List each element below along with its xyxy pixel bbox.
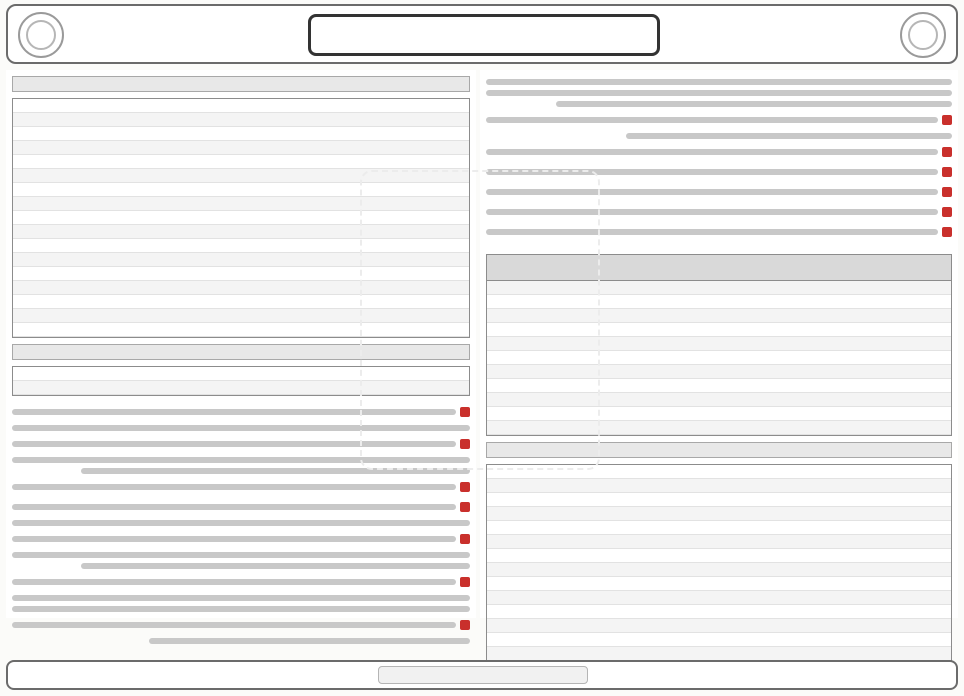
table-row	[487, 479, 951, 493]
table-row	[487, 407, 951, 421]
table-row	[13, 281, 469, 295]
table-row	[487, 337, 951, 351]
table-row	[487, 577, 951, 591]
section-bar	[12, 344, 470, 360]
item-number-icon	[942, 227, 952, 237]
table-row	[13, 197, 469, 211]
table-row	[13, 127, 469, 141]
item-number-icon	[460, 407, 470, 417]
item-number-icon	[942, 187, 952, 197]
item-number-icon	[460, 482, 470, 492]
notice-footer	[6, 660, 958, 690]
table-row	[13, 323, 469, 337]
notice-title	[308, 14, 660, 56]
item-number-icon	[460, 577, 470, 587]
table-row	[13, 169, 469, 183]
table-row	[487, 647, 951, 661]
table-row	[487, 493, 951, 507]
table-row	[487, 633, 951, 647]
item-number-icon	[460, 439, 470, 449]
table-row	[487, 591, 951, 605]
item-number-icon	[942, 115, 952, 125]
table-row	[487, 351, 951, 365]
table-row	[13, 239, 469, 253]
table-row	[13, 381, 469, 395]
signatory-name	[378, 666, 588, 684]
table-row	[487, 549, 951, 563]
table-row	[487, 605, 951, 619]
table-row	[13, 99, 469, 113]
table-row	[487, 535, 951, 549]
table-header	[487, 255, 951, 281]
municipality-logo-icon	[900, 12, 946, 58]
table-row	[487, 421, 951, 435]
item-number-icon	[942, 147, 952, 157]
table-row	[13, 367, 469, 381]
table-row	[13, 267, 469, 281]
item-number-icon	[942, 167, 952, 177]
table-row	[487, 295, 951, 309]
section-bar	[486, 442, 952, 458]
item-number-icon	[460, 502, 470, 512]
auction-table-3	[12, 98, 470, 338]
table-row	[487, 365, 951, 379]
item-number-icon	[942, 207, 952, 217]
right-column	[480, 70, 958, 618]
table-row	[487, 393, 951, 407]
table-row	[13, 253, 469, 267]
table-row	[13, 113, 469, 127]
table-row	[487, 281, 951, 295]
table-row	[487, 507, 951, 521]
table-row	[487, 521, 951, 535]
notice-header	[6, 4, 958, 64]
auction-table	[486, 254, 952, 436]
table-row	[487, 323, 951, 337]
table-row	[13, 295, 469, 309]
left-column	[6, 70, 476, 618]
organization-logo-icon	[18, 12, 64, 58]
auction-table-2	[486, 464, 952, 662]
table-row	[487, 465, 951, 479]
conditions-paragraph	[6, 396, 476, 653]
intro-paragraph	[480, 70, 958, 248]
item-number-icon	[460, 620, 470, 630]
table-row	[487, 619, 951, 633]
table-row	[487, 309, 951, 323]
table-row	[13, 225, 469, 239]
table-row	[13, 211, 469, 225]
table-row	[487, 563, 951, 577]
table-row	[487, 379, 951, 393]
table-row	[13, 141, 469, 155]
table-row	[13, 155, 469, 169]
table-row	[13, 309, 469, 323]
auction-table-4	[12, 366, 470, 396]
table-row	[13, 183, 469, 197]
item-number-icon	[460, 534, 470, 544]
section-bar	[12, 76, 470, 92]
